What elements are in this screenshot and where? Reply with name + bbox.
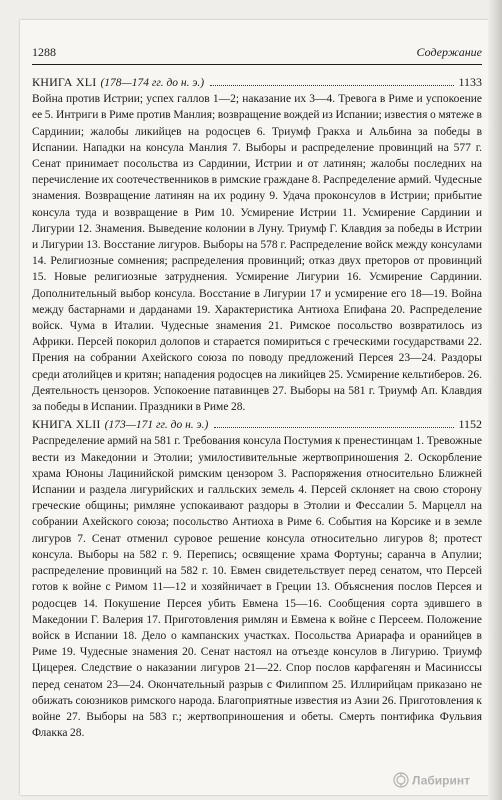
- book-summary: Война против Истрии; успех галлов 1—2; наказание их 3—4. Тревога в Риме и успокоение ее 5. Интриги в Риме против Манлия; возвращение вождей из Испании; известия о мятеже в Сардинии; жалобы ликийцев на родосцев 6. Триумф Гракха и Альбина за победы в Испании. Нападки на консула Манлия 7. Выборы и распределение провинций на 577 г. Сенат принимает посольства из Сардинии, Истрии и от латинян; жалобы последних на перечисление их соотечественников в римские граждане 8. Распределение армий. Чудесные знамения. Возвращение латинян на их родину 9. Удача проконсулов в Истрии; прибытие консула туда и возвращение в Рим 10. Усмирение Истрии 11. Усмирение Сардинии и Лигурии 12. Знамения. Выведение колонии в Луну. Триумф Г. Клавдия за победы в Истрии и Лигурии 13. Восстание лигуров. Выборы на 578 г. Распределение войск между консулами 14. Религиозные сомнения; распределения провинций; отказ двух преторов от провинций 15. Новые религиозные затруднения. Усмирение Лигурии 16. Усмирение Сардинии. Дополнительный выбор консула. Восстание в Лигурии 17 и усмирение его 18—19. Война между бастарнами и дарданами 19. Характеристика Антиоха Епифана 20. Распределение войск. Чума в Италии. Чудесные знамения 21. Римское посольство возвратилось из Африки. Персей покорил долопов и старается помириться с греческими государствами 22. Прения на собрании Ахейского союза по поводу предложений Персея 23—24. Раздоры среди атолийцев и критян; нападения родосцев на ликийцев 25. Усмирение кельтиберов. 26. Деятельность цензоров. Успокоение патавинцев 27. Выборы на 581 г. Триумф Ап. Клавдия за победы в Испании. Праздники в Риме 28.: [32, 93, 482, 414]
- book-dates: (178—174 гг. до н. э.): [100, 77, 205, 89]
- publisher-watermark: [392, 770, 488, 790]
- book-summary: Распределение армий на 581 г. Требования консула Постумия к пренестинцам 1. Тревожные вести из Македонии и Этолии; умилостивительные жертвоприношения 2. Оскорбление храма Юноны Лацинийской римским цензором 3. Распоряжения относительно Ближней Испании и раздела лигурийских и галльских земель 4. Персей склоняет на свою сторону греческие общины; римляне успокаивают раздоры в Этолии и Фессалии 5. Марцелл на собрании Ахейского союза; посольство Антиоха в Риме 6. События на Корсике и в земле лигуров 7. Сенат отменил суровое решение консула относительно лигуров 8; протест консула. Выборы на 582 г. 9. Перепись; освящение храма Фортуны; саранча в Апулии; распределение провинций на 582 г. 10. Евмен свидетельствует перед сенатом, что Персей готов к войне с Римом 11—12 и хозяйничает в Греции 13. Объяснения послов Персея и родосцев 14. Покушение Персея убить Евмена 15—16. Сообщения сорта эдившего в Македонии Г. Валерия 17. Приготовления римлян и Евмена к войне с Персеем. Положение войск в Испании 18. Дело о кампанских участках. Посольства Ариарафа и оранийцев в Риме 19. Чудесные знамения 20. Сенат настоял на отъезде консулов в Лигурию. Триумф Цицерея. Следствие о наказании лигуров 21—22. Спор послов карфагенян и Масиниссы перед сенатом 23—24. Окончательный разрыв с Филиппом 25. Иллирийцам приказано не обижать союзников римского народа. Благоприятные известия из Азии 26. Приготовления к войне 27. Выборы на 583 г.; жертвоприношения и обеты. Смерть понтифика Фульвия Флакка 28.: [32, 435, 482, 740]
- toc-entry-heading: [32, 416, 482, 433]
- toc-entry-book-41: [32, 74, 482, 415]
- table-of-contents: [32, 74, 482, 741]
- book-title: КНИГА XLI: [32, 75, 97, 89]
- book-dates: (173—171 гг. до н. э.): [104, 419, 209, 432]
- book-title: КНИГА XLII: [32, 417, 101, 432]
- header-rule: [32, 64, 482, 65]
- running-head: [32, 45, 482, 59]
- labyrinth-logo-icon: [392, 770, 488, 790]
- page-spine-shadow: [488, 0, 502, 800]
- book-page-number: 1133: [458, 75, 482, 89]
- toc-entry-heading: [32, 74, 482, 91]
- book-page-number: 1152: [458, 417, 482, 432]
- dot-leader: [210, 85, 454, 86]
- section-title: Содержание: [416, 45, 482, 59]
- dot-leader: [214, 427, 454, 428]
- toc-entry-book-42: [32, 416, 482, 741]
- watermark-text: Лабиринт: [412, 773, 471, 788]
- page-number: 1288: [32, 45, 56, 59]
